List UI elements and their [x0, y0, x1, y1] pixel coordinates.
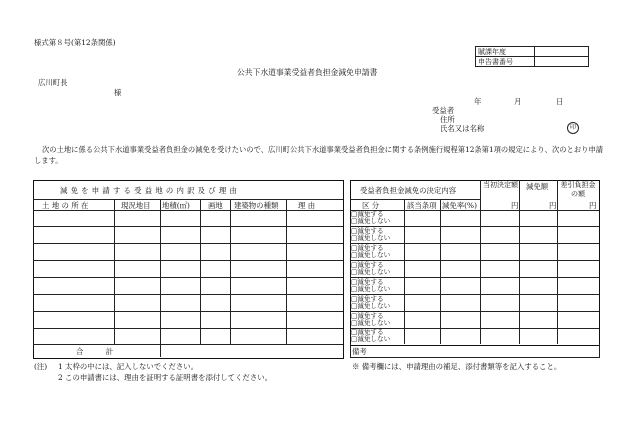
remarks-label: 備考	[352, 347, 367, 356]
total-label: 合 計	[76, 347, 124, 356]
check-no-4[interactable]: □減免しない	[351, 268, 391, 276]
check-yes-4[interactable]: □減免する	[351, 261, 384, 269]
check-yes-6[interactable]: □減免する	[351, 295, 384, 303]
col-initial-amount: 当初決定額	[483, 181, 518, 189]
date-day: 日	[556, 97, 564, 106]
report-number-label: 申告書番号	[476, 57, 535, 67]
col-category: 区 分	[362, 201, 380, 210]
fiscal-year-value[interactable]	[535, 47, 589, 57]
check-no-5[interactable]: □減免しない	[351, 285, 391, 293]
col-lot: 画地	[208, 201, 223, 210]
page-title: 公共下水道事業受益者負担金減免申請書	[237, 68, 378, 77]
check-yes-7[interactable]: □減免する	[351, 312, 384, 320]
seal-label: 印	[569, 124, 576, 131]
check-yes-1[interactable]: □減免する	[351, 210, 384, 218]
mayor-label: 広川町長	[38, 78, 68, 87]
check-no-6[interactable]: □減免しない	[351, 302, 391, 310]
date-year: 年	[474, 97, 482, 106]
check-no-1[interactable]: □減免しない	[351, 217, 391, 225]
col-location: 土 地 の 所 在	[42, 201, 89, 210]
col-area: 地積(㎡)	[162, 201, 190, 210]
beneficiary-label: 受益者	[432, 106, 455, 115]
sama-label: 様	[114, 88, 122, 97]
col-clause: 該当条項	[407, 201, 437, 210]
note-1: 1 太枠の中には、記入しないでください。	[58, 362, 199, 371]
check-yes-3[interactable]: □減免する	[351, 244, 384, 252]
date-month: 月	[514, 97, 522, 106]
col-net-amount: 差引負担金の額	[560, 181, 596, 198]
check-no-8[interactable]: □減免しない	[351, 335, 391, 343]
form-number: 様式第８号(第12条関係)	[34, 38, 116, 47]
check-yes-2[interactable]: □減免する	[351, 227, 384, 235]
decision-header: 受益者負担金減免の決定内容	[360, 186, 457, 195]
col-building-type: 建築物の種類	[234, 201, 279, 210]
intro-text: 次の土地に係る公共下水道事業受益者負担金の減免を受けたいので、広川町公共下水道事業受益者負担金に関する条例施行規程第12条第1項の規定により、次のとおり申請します。	[34, 145, 604, 165]
check-no-7[interactable]: □減免しない	[351, 319, 391, 327]
yen-1: 円	[511, 201, 519, 210]
check-no-2[interactable]: □減免しない	[351, 234, 391, 242]
check-no-3[interactable]: □減免しない	[351, 251, 391, 259]
yen-3: 円	[589, 201, 597, 210]
fiscal-table	[475, 46, 589, 67]
yen-2: 円	[549, 201, 557, 210]
left-table-header: 減免を申請する受益地の内訳及び理由	[60, 186, 241, 195]
remark-note: ※ 備考欄には、申請理由の補足、添付書類等を記入すること。	[352, 362, 562, 371]
name-label: 氏名又は名称	[440, 124, 485, 133]
note-prefix: (注)	[34, 362, 48, 371]
col-reduction: 減免額	[526, 182, 549, 191]
fiscal-year-label: 賦課年度	[476, 47, 535, 57]
col-rate: 減免率(%)	[442, 201, 477, 210]
seal-mark	[567, 122, 579, 134]
report-number-value[interactable]	[535, 57, 589, 67]
remarks-box[interactable]	[350, 344, 600, 358]
check-yes-5[interactable]: □減免する	[351, 278, 384, 286]
address-label: 住所	[440, 115, 455, 124]
col-land-category: 現況地目	[121, 201, 151, 210]
check-yes-8[interactable]: □減免する	[351, 328, 384, 336]
note-2: 2 この申請書には、理由を証明する証明書を添付してください。	[58, 373, 272, 382]
col-reason: 理 由	[298, 201, 316, 210]
